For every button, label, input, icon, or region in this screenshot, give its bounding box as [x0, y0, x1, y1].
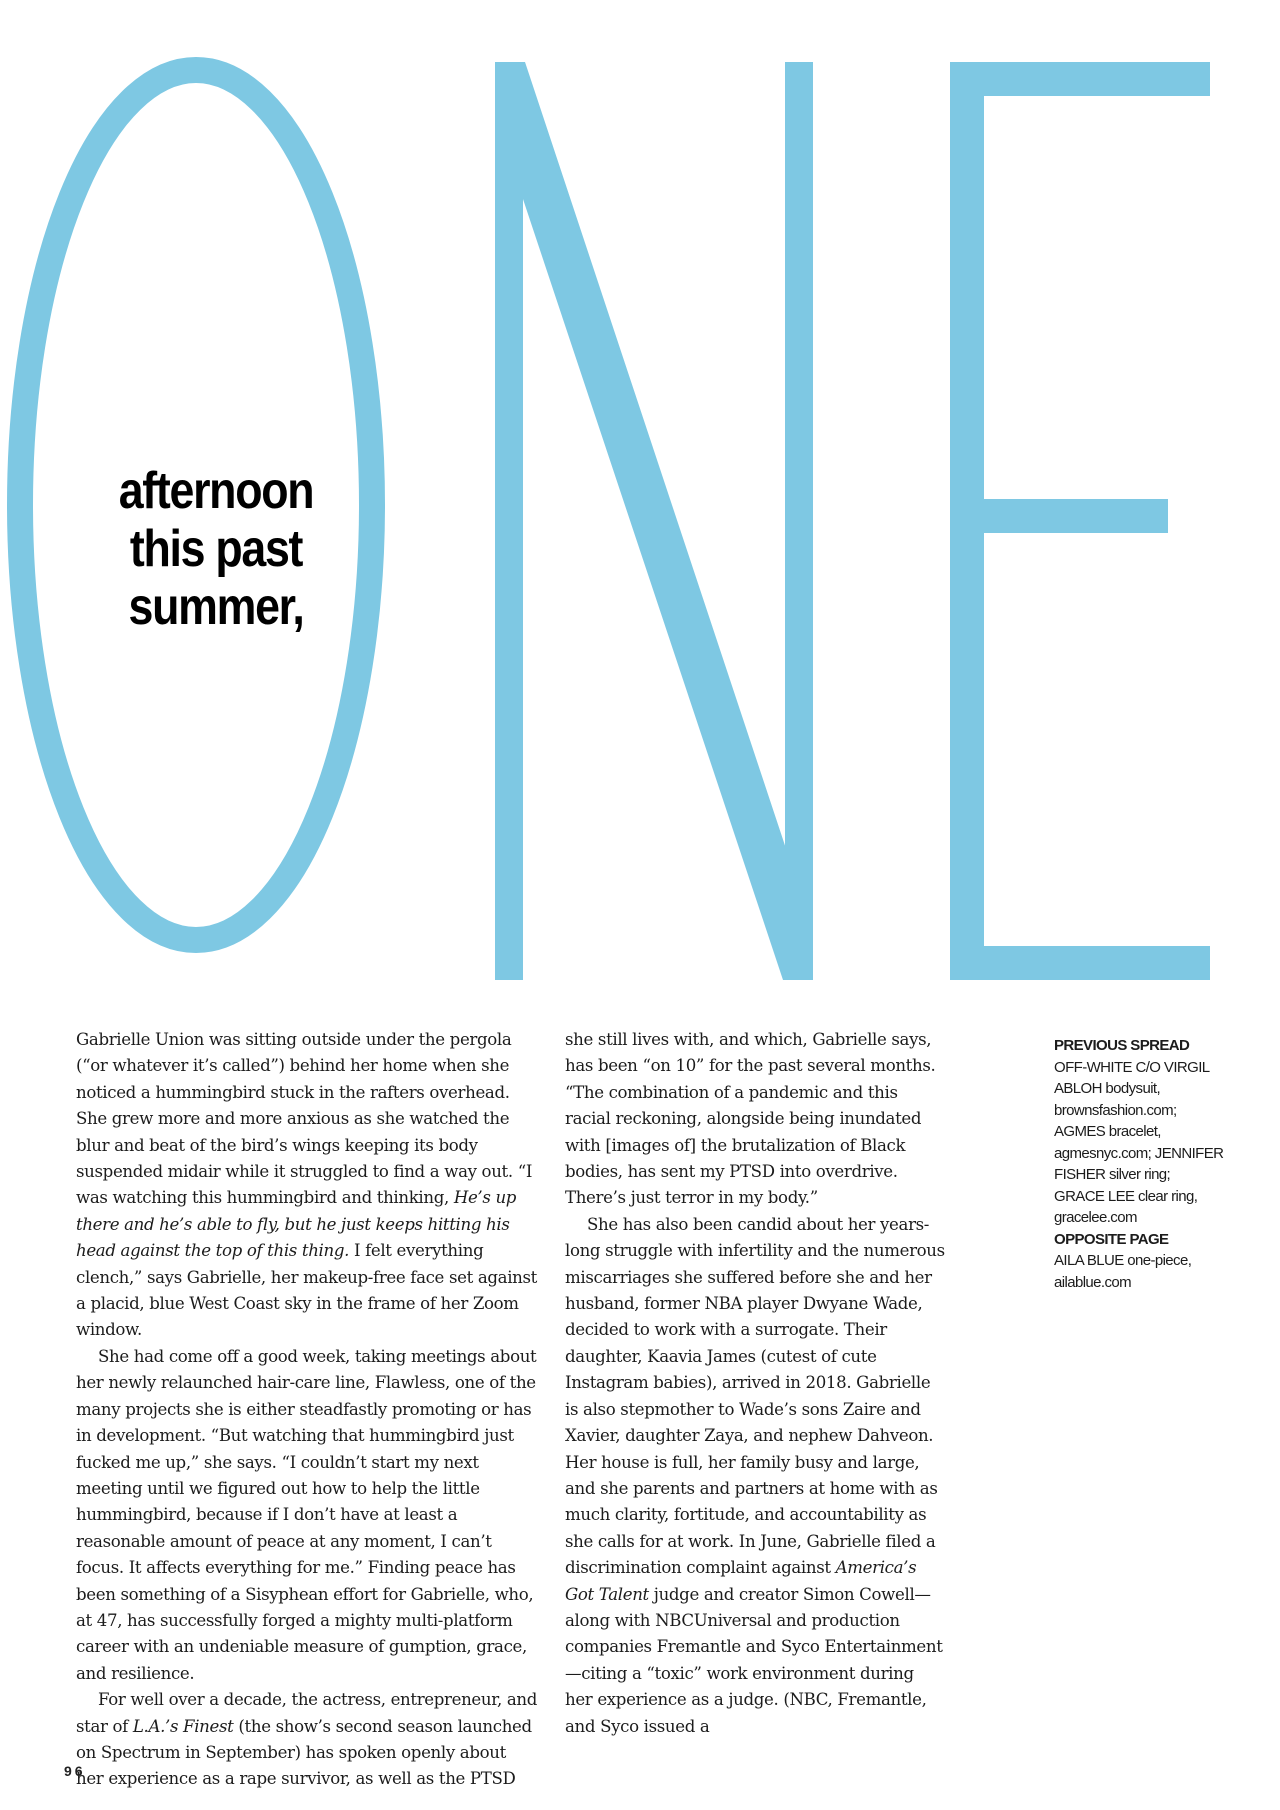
body-paragraph: [76, 1687, 538, 1793]
text-run: judge and creator Simon Cowell—along with NBCUniversal and production companies Fremantle and Syco Entertainment—citing a “toxic” work environment during her experience as a judge. (NBC, Fremantle, and Syco issued a: [565, 1584, 943, 1736]
credit-heading: PREVIOUS SPREAD: [1054, 1037, 1190, 1054]
letter-n: [495, 62, 813, 980]
text-run: For well over a decade, the actress, entrepreneur, and star of: [76, 1690, 537, 1736]
fashion-credits: [1054, 1035, 1224, 1293]
body-paragraph: [565, 1212, 945, 1740]
letter-e: [950, 62, 1210, 980]
text-run: I felt everything clench,” says Gabrielle, her makeup-free face set against a placid, blue West Coast sky in the frame of her Zoom window.: [76, 1241, 537, 1340]
headline-kicker: [116, 462, 316, 636]
credit-heading: OPPOSITE PAGE: [1054, 1230, 1169, 1248]
article-column-1: [76, 1027, 538, 1793]
text-run: (the show’s second season launched on Spectrum in September) has spoken openly about her experience as a rape survivor, as well as the PTSD: [76, 1716, 532, 1789]
kicker-line: afternoon: [118, 462, 314, 520]
credit-body: AILA BLUE one-piece, ailablue.com: [1054, 1252, 1192, 1291]
text-run: she still lives with, and which, Gabrielle says, has been “on 10” for the past several months. “The combination of a pandemic and this racial reckoning, alongside being inundated with [images of] the brutalization of Black bodies, has sent my PTSD into overdrive. There’s just terror in my body.”: [565, 1030, 936, 1208]
italic-run: America’s Got Talent: [565, 1558, 917, 1604]
italic-run: L.A.’s Finest: [132, 1716, 234, 1736]
credit-body: OFF-WHITE C/O VIRGIL ABLOH bodysuit, brownsfashion.com; AGMES bracelet, agmesnyc.com; JENNIFER FISHER silver ring; GRACE LEE clear ring, gracelee.com: [1054, 1058, 1224, 1226]
italic-run: He’s up there and he’s able to fly, but he just keeps hitting his head against the top of this thing.: [76, 1188, 517, 1261]
text-run: She had come off a good week, taking meetings about her newly relaunched hair-care line, Flawless, one of the many projects she is either steadfastly promoting or has in development. “But watching that hummingbird just fucked me up,” she says. “I couldn’t start my next meeting until we figured out how to help the little hummingbird, because if I don’t have at least a reasonable amount of peace at any moment, I can’t focus. It affects everything for me.” Finding peace has been something of a Sisyphean effort for Gabrielle, who, at 47, has successfully forged a mighty multi-platform career with an undeniable measure of gumption, grace, and resilience.: [76, 1346, 537, 1683]
kicker-line: this past: [129, 520, 303, 578]
kicker-line: summer,: [128, 578, 304, 636]
body-paragraph: [76, 1344, 538, 1687]
text-run: Gabrielle Union was sitting outside under the pergola (“or whatever it’s called”) behind her home when she noticed a hummingbird stuck in the rafters overhead. She grew more and more anxious as she watched the blur and beat of the bird’s wings keeping its body suspended midair while it struggled to find a way out. “I was watching this hummingbird and thinking,: [76, 1030, 533, 1208]
body-paragraph: [565, 1027, 945, 1212]
text-run: She has also been candid about her years-long struggle with infertility and the numerous miscarriages she suffered before she and her husband, former NBA player Dwyane Wade, decided to work with a surrogate. Their daughter, Kaavia James (cutest of cute Instagram babies), arrived in 2018. Gabrielle is also stepmother to Wade’s sons Zaire and Xavier, daughter Zaya, and nephew Dahveon. Her house is full, her family busy and large, and she parents and partners at home with as much clarity, fortitude, and accountability as she calls for at work. In June, Gabrielle filed a discrimination complaint against: [565, 1214, 945, 1578]
article-column-2: [565, 1027, 945, 1740]
page-number: 96: [64, 1763, 86, 1779]
body-paragraph: [76, 1027, 538, 1344]
